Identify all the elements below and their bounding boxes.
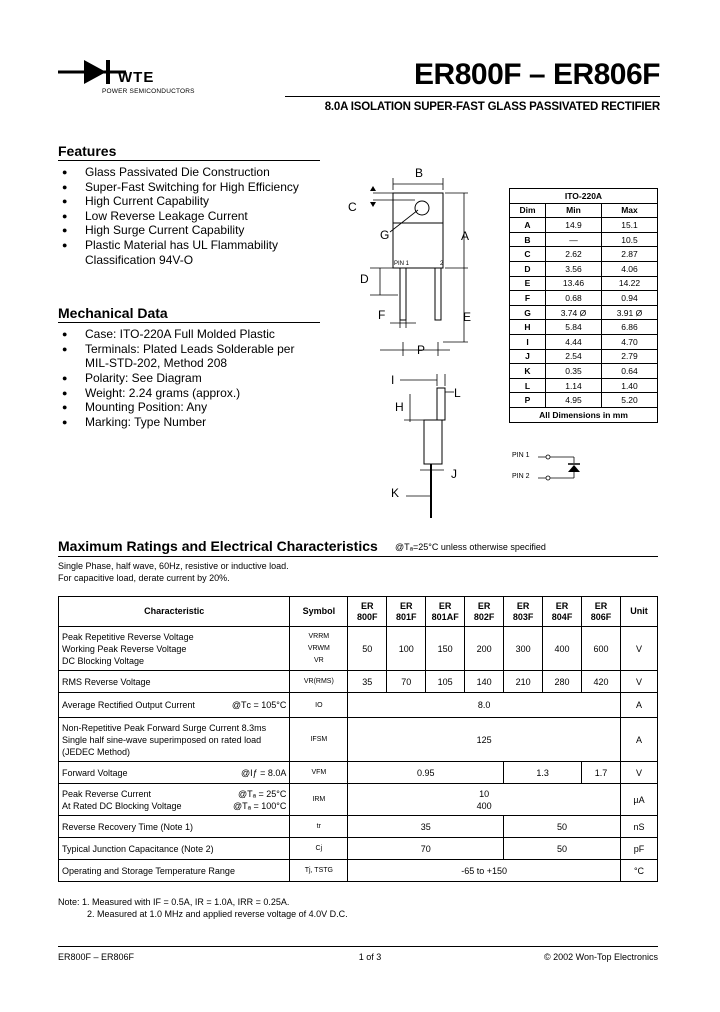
dim-col-header: Max [601, 203, 657, 218]
dim-max: 1.40 [601, 378, 657, 393]
dim-max: 4.06 [601, 261, 657, 276]
pin1-label: PIN 1 [512, 452, 530, 459]
dim-max: 0.94 [601, 291, 657, 306]
footer-page-number: 1 of 3 [358, 952, 382, 962]
feature-item: ● High Current Capability [62, 194, 322, 209]
pin2-label: PIN 2 [512, 473, 530, 480]
dim-letter: H [510, 320, 546, 335]
dim-label-i: I [391, 373, 395, 387]
dim-label-c: C [348, 200, 357, 214]
features-rule [58, 160, 320, 161]
dim-min: 13.46 [546, 276, 602, 291]
dim-max: 2.79 [601, 349, 657, 364]
feature-item: ● Super-Fast Switching for High Efficiency [62, 180, 322, 195]
table-row [510, 218, 658, 233]
dim-letter: K [510, 364, 546, 379]
mechanical-item: ● Polarity: See Diagram [62, 371, 322, 386]
dim-min: — [546, 232, 602, 247]
dim-min: 4.95 [546, 393, 602, 408]
note-2: 2. Measured at 1.0 MHz and applied reverse voltage of 4.0V D.C. [87, 909, 348, 919]
feature-item: ● Plastic Material has UL Flammability [62, 238, 322, 253]
ratings-note-2: For capacitive load, derate current by 20%. [58, 573, 230, 583]
table-row [510, 247, 658, 262]
dim-min: 4.44 [546, 334, 602, 349]
ratings-table [58, 596, 658, 882]
ratings-title: Maximum Ratings and Electrical Characteristics [58, 538, 378, 554]
table-row: Reverse Recovery Time (Note 1) tr 35 50 nS [59, 816, 658, 838]
mechanical-item: ● Case: ITO-220A Full Molded Plastic [62, 327, 322, 342]
mechanical-item: ● Weight: 2.24 grams (approx.) [62, 386, 322, 401]
dim-min: 0.68 [546, 291, 602, 306]
table-row [510, 291, 658, 306]
dim-label-b: B [415, 166, 424, 180]
table-row: Operating and Storage Temperature Range Tj, TSTG -65 to +150 °C [59, 860, 658, 882]
dim-table-body [510, 218, 658, 408]
table-row [510, 276, 658, 291]
dim-letter: E [510, 276, 546, 291]
dim-letter: P [510, 393, 546, 408]
mechanical-rule [58, 322, 320, 323]
part-title: ER800F – ER806F [414, 58, 660, 91]
dim-letter: J [510, 349, 546, 364]
dim-min: 2.54 [546, 349, 602, 364]
dim-max: 15.1 [601, 218, 657, 233]
col-part: ER 804F [543, 597, 582, 627]
mechanical-item: ● Mounting Position: Any [62, 400, 322, 415]
footer-rule [58, 946, 658, 947]
feature-item-continued: Classification 94V-O [85, 253, 194, 267]
dim-min: 14.9 [546, 218, 602, 233]
dim-letter: C [510, 247, 546, 262]
feature-item: ● Glass Passivated Die Construction [62, 165, 322, 180]
col-part: ER 800F [348, 597, 387, 627]
feature-item: ● Low Reverse Leakage Current [62, 209, 322, 224]
ratings-condition: @Tₐ=25°C unless otherwise specified [395, 542, 546, 552]
dim-letter: I [510, 334, 546, 349]
part-subtitle: 8.0A ISOLATION SUPER-FAST GLASS PASSIVATED RECTIFIER [324, 101, 660, 113]
dim-max: 6.86 [601, 320, 657, 335]
ratings-note-1: Single Phase, half wave, 60Hz, resistive or inductive load. [58, 561, 289, 571]
dim-col-header: Min [546, 203, 602, 218]
dim-min: 5.84 [546, 320, 602, 335]
feature-item: ● High Surge Current Capability [62, 223, 322, 238]
table-row: Average Rectified Output Current @Tᴄ = 105°C IO 8.0 A [59, 693, 658, 718]
dim-label-f: F [378, 308, 386, 322]
table-row [510, 378, 658, 393]
footer-copyright: © 2002 Won-Top Electronics [543, 952, 658, 962]
dim-max: 14.22 [601, 276, 657, 291]
dim-label-e: E [463, 310, 472, 324]
brand-name: WTE [118, 69, 155, 86]
dim-label-a: A [461, 229, 470, 243]
col-part: ER 806F [582, 597, 621, 627]
mechanical-list [62, 327, 322, 356]
package-outline-diagram [340, 160, 500, 520]
table-row [510, 364, 658, 379]
dim-col-header: Dim [510, 203, 546, 218]
col-part: ER 803F [504, 597, 543, 627]
dim-label-l: L [454, 386, 461, 400]
mechanical-item-continued: MIL-STD-202, Method 208 [85, 356, 228, 370]
col-part: ER 802F [465, 597, 504, 627]
col-unit: Unit [620, 597, 657, 627]
dim-label-d: D [360, 272, 369, 286]
dim-table-footer: All Dimensions in mm [510, 407, 658, 422]
dim-max: 3.91 Ø [601, 305, 657, 320]
dim-min: 3.56 [546, 261, 602, 276]
table-row: Forward Voltage @Iƒ = 8.0A VFM 0.95 1.3 1.7 V [59, 762, 658, 784]
dim-max: 2.87 [601, 247, 657, 262]
body-pin1-label: PIN 1 [394, 261, 410, 267]
dim-max: 10.5 [601, 232, 657, 247]
dim-letter: G [510, 305, 546, 320]
dim-letter: B [510, 232, 546, 247]
footer-part-range: ER800F – ER806F [58, 952, 135, 962]
body-pin2-label: 2 [440, 261, 444, 267]
dim-label-j: J [451, 467, 457, 481]
table-row: Peak Repetitive Reverse Voltage Working Peak Reverse Voltage DC Blocking Voltage VRRM VRWM VR 50 100 150 200 300 400 600 V [59, 627, 658, 671]
dim-min: 3.74 Ø [546, 305, 602, 320]
mechanical-title: Mechanical Data [58, 305, 168, 321]
table-row [510, 349, 658, 364]
brand-subtitle: POWER SEMICONDUCTORS [102, 88, 195, 95]
mechanical-item: ● Marking: Type Number [62, 415, 322, 430]
dim-max: 4.70 [601, 334, 657, 349]
dim-table-package: ITO-220A [510, 189, 658, 204]
ratings-header-row [59, 597, 658, 627]
dim-letter: A [510, 218, 546, 233]
dim-min: 1.14 [546, 378, 602, 393]
dim-letter: L [510, 378, 546, 393]
dimension-table [509, 188, 658, 423]
features-list [62, 165, 322, 253]
table-row [510, 261, 658, 276]
dim-max: 0.64 [601, 364, 657, 379]
col-symbol: Symbol [290, 597, 348, 627]
dim-letter: F [510, 291, 546, 306]
features-title: Features [58, 143, 117, 159]
table-row: Non-Repetitive Peak Forward Surge Current 8.3ms Single half sine-wave superimposed on rated load (JEDEC Method) IFSM 125 A [59, 718, 658, 762]
mechanical-list-2 [62, 371, 322, 429]
title-rule [285, 96, 660, 97]
col-part: ER 801AF [426, 597, 465, 627]
mechanical-item: ● Terminals: Plated Leads Solderable per [62, 342, 322, 357]
table-row: RMS Reverse Voltage VR(RMS) 35 70 105 140 210 280 420 V [59, 671, 658, 693]
table-row: Typical Junction Capacitance (Note 2) Cj 70 50 pF [59, 838, 658, 860]
dim-max: 5.20 [601, 393, 657, 408]
dim-min: 2.62 [546, 247, 602, 262]
table-row [510, 393, 658, 408]
table-row [510, 232, 658, 247]
dim-label-k: K [391, 486, 400, 500]
dim-label-p: P [417, 343, 426, 357]
col-part: ER 801F [387, 597, 426, 627]
table-row [510, 334, 658, 349]
table-row: Peak Reverse Current @Tₐ = 25°C At Rated DC Blocking Voltage @Tₐ = 100°C IRM 10 400 µA [59, 784, 658, 816]
dim-label-h: H [395, 400, 404, 414]
dim-letter: D [510, 261, 546, 276]
note-1: Note: 1. Measured with IF = 0.5A, IR = 1.0A, IRR = 0.25A. [58, 897, 290, 907]
ratings-rule [58, 556, 658, 557]
dim-label-g: G [380, 228, 390, 242]
dim-min: 0.35 [546, 364, 602, 379]
table-row [510, 305, 658, 320]
col-characteristic: Characteristic [59, 597, 290, 627]
table-row [510, 320, 658, 335]
